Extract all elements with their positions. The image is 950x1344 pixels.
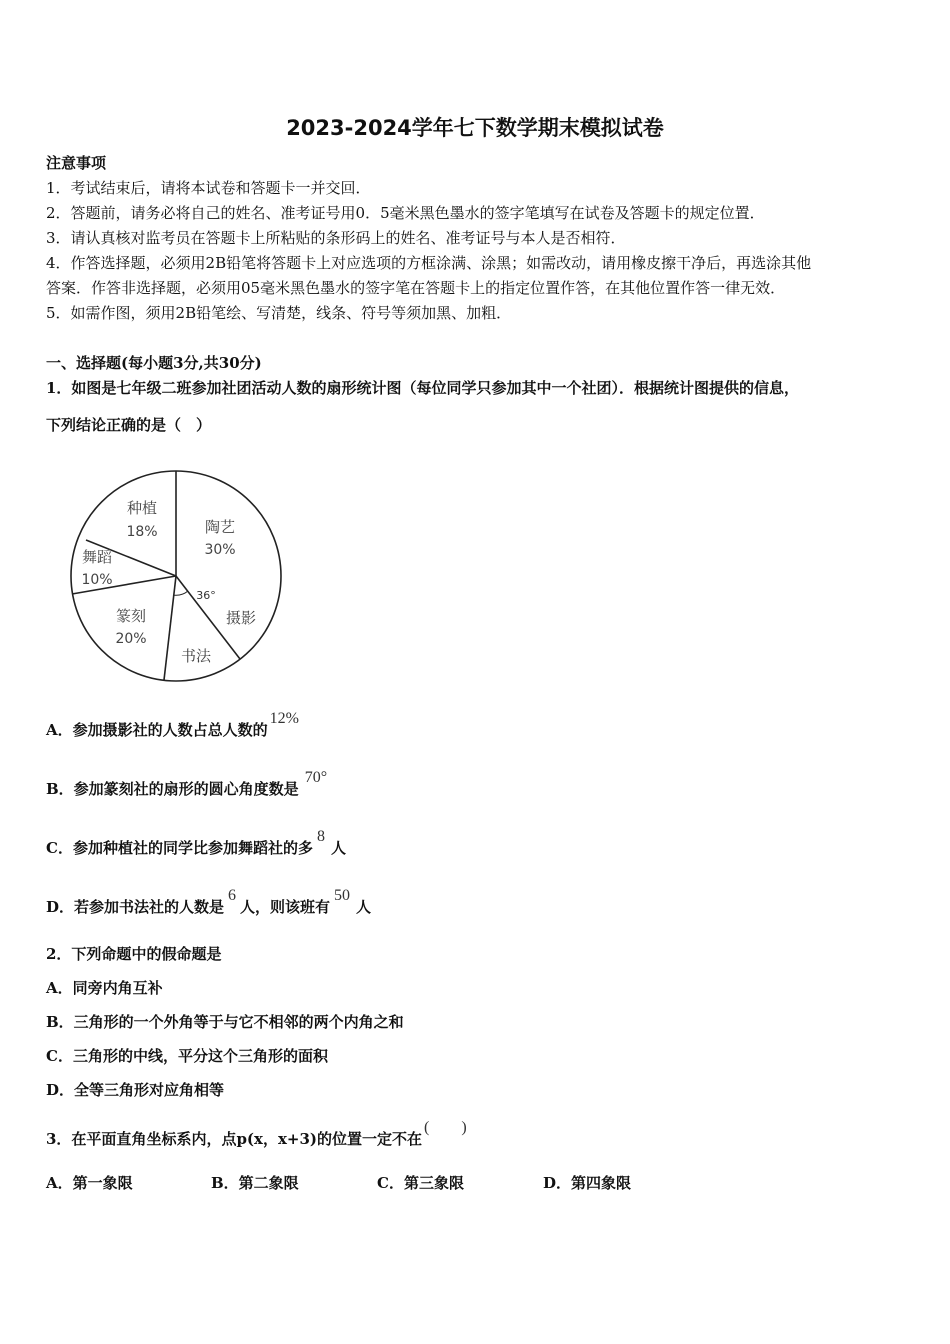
slice-angle-shufa: 36° bbox=[196, 589, 216, 602]
slice-label-sheying: 摄影 bbox=[225, 609, 257, 627]
notice-line: 5．如需作图，须用2B铅笔绘、写清楚，线条、符号等须加黑、加粗． bbox=[46, 304, 512, 322]
q1-option-b bbox=[46, 769, 328, 799]
q1-option-c bbox=[46, 828, 346, 858]
q2-option-a: A．同旁内角互补 bbox=[46, 979, 163, 997]
q3-option-d: D．第四象限 bbox=[543, 1174, 632, 1192]
option-text-mid: 人，则该班有 bbox=[240, 898, 331, 916]
option-value: 6 bbox=[228, 887, 237, 904]
option-unit: 人 bbox=[330, 839, 346, 857]
q2-option-d: D．全等三角形对应角相等 bbox=[46, 1081, 225, 1099]
slice-label-shufa: 书法 bbox=[180, 647, 212, 665]
q2-stem: 2．下列命题中的假命题是 bbox=[46, 945, 222, 963]
q1-stem: 1．如图是七年级二班参加社团活动人数的扇形统计图（每位同学只参加其中一个社团）．根据统计图提供的信息， bbox=[46, 379, 799, 397]
q3-option-a: A．第一象限 bbox=[46, 1174, 133, 1192]
slice-value-wudao: 10% bbox=[81, 572, 113, 588]
q3-answer-paren: ( ) bbox=[424, 1119, 467, 1136]
slice-value-zhongzhi: 18% bbox=[126, 524, 158, 540]
slice-label-zhuanke: 篆刻 bbox=[115, 607, 147, 625]
q3-option-b: B．第二象限 bbox=[211, 1174, 299, 1192]
notice-line: 答案．作答非选择题，必须用05毫米黑色墨水的签字笔在答题卡上的指定位置作答，在其他位置作答一律无效． bbox=[46, 279, 786, 297]
q2-option-b: B．三角形的一个外角等于与它不相邻的两个内角之和 bbox=[46, 1013, 404, 1031]
option-value: 8 bbox=[316, 828, 325, 845]
q3-stem bbox=[46, 1119, 467, 1149]
notice-heading: 注意事项 bbox=[46, 154, 107, 172]
option-unit: 人 bbox=[356, 898, 372, 916]
section-heading: 一、选择题(每小题3分,共30分) bbox=[46, 354, 262, 372]
notice-line: 4．作答选择题，必须用2B铅笔将答题卡上对应选项的方框涂满、涂黑；如需改动，请用橡皮擦干净后，再选涂其他 bbox=[46, 254, 812, 272]
slice-label-taoyi: 陶艺 bbox=[204, 518, 236, 536]
pie-chart bbox=[60, 450, 300, 690]
option-text: A．参加摄影社的人数占总人数的 bbox=[46, 721, 268, 739]
q3-option-c: C．第三象限 bbox=[377, 1174, 464, 1192]
page-title: 2023-2024学年七下数学期末模拟试卷 bbox=[286, 116, 664, 140]
notice-line: 3．请认真核对监考员在答题卡上所粘贴的条形码上的姓名、准考证号与本人是否相符． bbox=[46, 229, 626, 247]
option-value: 12% bbox=[269, 710, 299, 727]
notice-line: 2．答题前，请务必将自己的姓名、准考证号用0．5毫米黑色墨水的签字笔填写在试卷及答题卡的规定位置． bbox=[46, 204, 765, 222]
slice-label-zhongzhi: 种植 bbox=[126, 499, 158, 517]
option-text: C．参加种植社的同学比参加舞蹈社的多 bbox=[46, 839, 313, 857]
option-value: 70° bbox=[304, 769, 328, 786]
q3-stem-text: 3．在平面直角坐标系内，点p(x，x+3)的位置一定不在 bbox=[46, 1130, 423, 1148]
option-value: 50 bbox=[334, 887, 351, 904]
slice-value-taoyi: 30% bbox=[204, 542, 236, 558]
q1-stem-cont: 下列结论正确的是（ ） bbox=[46, 416, 212, 434]
notice-line: 1．考试结束后，请将本试卷和答题卡一并交回． bbox=[46, 179, 371, 197]
slice-label-wudao: 舞蹈 bbox=[81, 548, 113, 566]
option-text: B．参加篆刻社的扇形的圆心角度数是 bbox=[46, 780, 299, 798]
q2-option-c: C．三角形的中线，平分这个三角形的面积 bbox=[46, 1047, 328, 1065]
slice-value-zhuanke: 20% bbox=[115, 631, 147, 647]
q1-option-d bbox=[46, 887, 372, 917]
q1-option-a bbox=[46, 710, 299, 740]
option-text: D．若参加书法社的人数是 bbox=[46, 898, 225, 916]
